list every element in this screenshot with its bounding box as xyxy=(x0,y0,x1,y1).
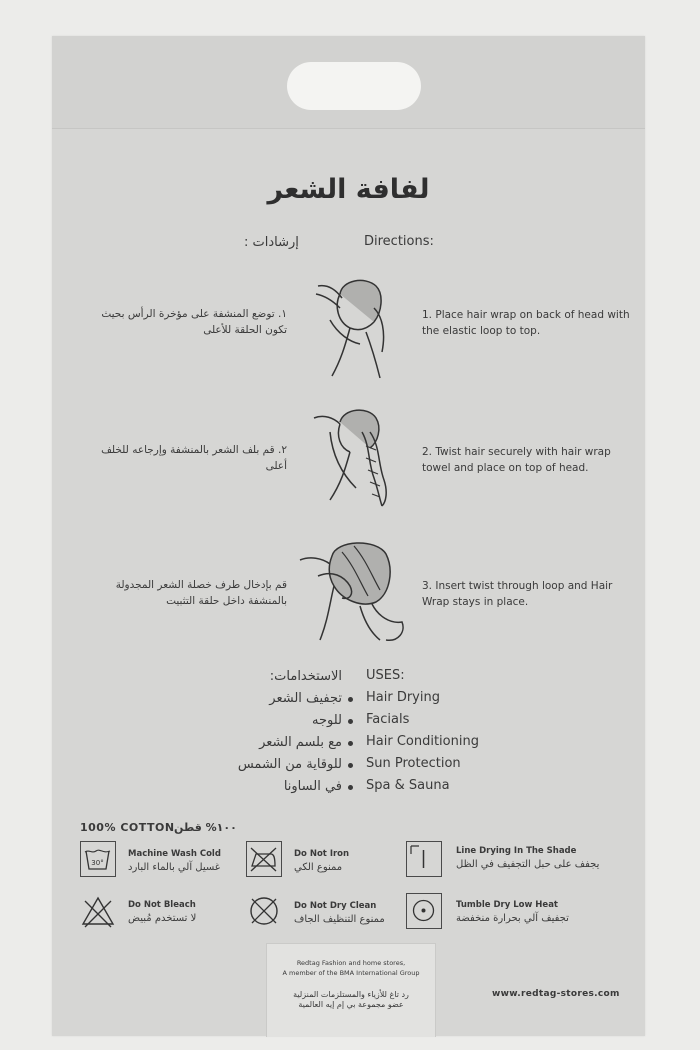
use-item-ar: في الساونا xyxy=(283,779,342,794)
use-item-ar: للوقاية من الشمس xyxy=(237,757,342,772)
use-item-en: Hair Drying xyxy=(366,690,440,705)
care-label-ar: يجفف على حبل التجفيف في الظل xyxy=(456,859,600,870)
use-item-en: Facials xyxy=(366,712,410,727)
do-not-bleach-icon xyxy=(80,893,116,929)
do-not-dry-clean-icon xyxy=(246,893,282,929)
care-label-ar: ممنوع الكي xyxy=(294,862,343,873)
step-3-illustration xyxy=(298,536,408,646)
step-1-ar: ١. توضع المنشفة على مؤخرة الرأس بحيث تكون الحلقة للأعلى xyxy=(101,308,287,336)
bullet-icon xyxy=(348,697,353,702)
care-label-en: Do Not Dry Clean xyxy=(294,901,377,911)
hang-hole xyxy=(287,62,421,110)
step-2-en: 2. Twist hair securely with hair wrap towel and place on top of head. xyxy=(422,446,611,474)
wash-temperature: 30° xyxy=(91,859,104,867)
company-line: A member of the BMA International Group xyxy=(282,969,420,977)
care-label-en: Machine Wash Cold xyxy=(128,849,221,859)
bullet-icon xyxy=(348,763,353,768)
use-item-ar: للوجه xyxy=(312,713,342,728)
use-item-ar: تجفيف الشعر xyxy=(269,691,342,706)
care-label-en: Line Drying In The Shade xyxy=(456,846,577,856)
uses-heading-en: USES: xyxy=(366,668,405,683)
company-line: Redtag Fashion and home stores, xyxy=(296,959,406,967)
step-2-illustration xyxy=(310,402,405,514)
line-dry-shade-icon xyxy=(406,841,442,877)
use-item-en: Hair Conditioning xyxy=(366,734,479,749)
directions-heading-en: Directions: xyxy=(364,234,434,249)
bullet-icon xyxy=(348,785,353,790)
care-label-en: Do Not Bleach xyxy=(128,900,196,910)
do-not-iron-icon xyxy=(246,841,282,877)
use-item-ar: مع بلسم الشعر xyxy=(259,735,342,750)
company-line-ar: رد تاغ للأزياء والمستلزمات المنزلية xyxy=(293,990,409,999)
step-3-ar: قم بإدخال طرف خصلة الشعر المجدولة بالمنشفة داخل حلقة التثبيت xyxy=(115,579,287,607)
hang-tab xyxy=(52,36,645,129)
bullet-icon xyxy=(348,741,353,746)
website-url: www.redtag-stores.com xyxy=(492,989,620,999)
care-label-ar: لا تستخدم مُبيض xyxy=(128,913,197,924)
material-en: 100% COTTON xyxy=(80,821,175,834)
step-3-en: 3. Insert twist through loop and Hair Wrap stays in place. xyxy=(422,580,613,608)
use-item-en: Spa & Sauna xyxy=(366,778,450,793)
care-label-ar: غسيل آلي بالماء البارد xyxy=(128,862,221,873)
company-line-ar: عضو مجموعة بي إم إيه العالمية xyxy=(298,1000,404,1009)
care-label-ar: تجفيف آلي بحرارة منخفضة xyxy=(456,913,569,924)
use-item-en: Sun Protection xyxy=(366,756,461,771)
packaging-card xyxy=(52,36,645,1036)
company-info-panel xyxy=(266,943,436,1037)
material-ar: ١٠٠% قطن xyxy=(174,821,237,834)
step-1-en: 1. Place hair wrap on back of head with the elastic loop to top. xyxy=(422,309,630,337)
directions-heading-ar: إرشادات : xyxy=(244,235,299,250)
step-1-illustration xyxy=(310,272,405,382)
bullet-icon xyxy=(348,719,353,724)
tumble-dry-low-icon xyxy=(406,893,442,929)
uses-heading-ar: الاستخدامات: xyxy=(269,669,342,684)
product-title: لفافة الشعر xyxy=(267,174,430,205)
care-label-en: Do Not Iron xyxy=(294,849,350,859)
step-2-ar: ٢. قم بلف الشعر بالمنشفة وإرجاعه للخلف أعلى xyxy=(101,444,287,472)
care-label-ar: ممنوع التنظيف الجاف xyxy=(294,914,385,925)
wash-30-icon xyxy=(80,841,116,877)
care-label-en: Tumble Dry Low Heat xyxy=(456,900,558,910)
